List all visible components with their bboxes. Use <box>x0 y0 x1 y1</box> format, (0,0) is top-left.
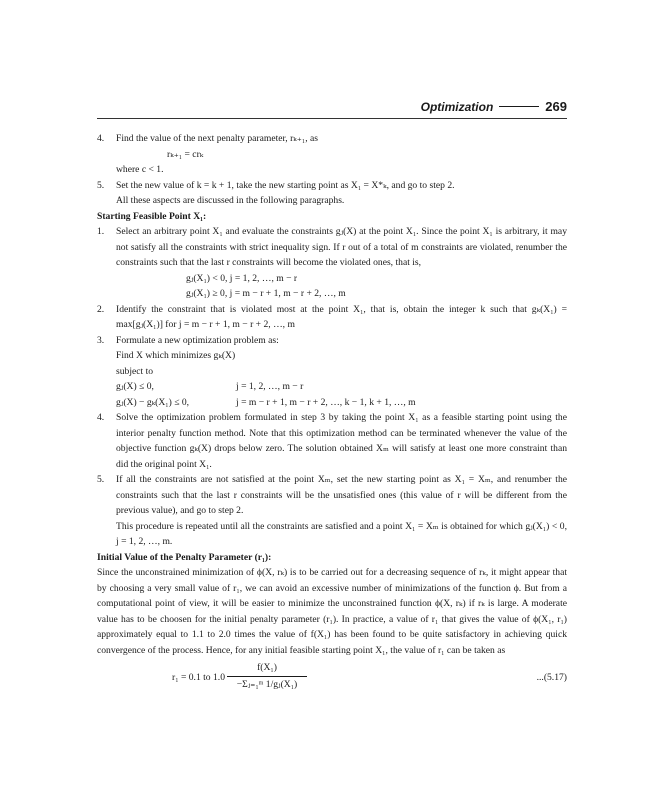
equation-number: ...(5.17) <box>536 672 567 683</box>
equation-5-17 <box>97 660 567 694</box>
item-number: 1. <box>97 226 105 237</box>
step-number: 5. <box>97 179 105 191</box>
item-number: 2. <box>97 303 105 315</box>
list-item <box>97 224 567 302</box>
list-item <box>97 472 567 519</box>
section-heading-starting-point: Starting Feasible Point X₁: <box>97 210 207 222</box>
step-number: 4. <box>97 133 105 144</box>
section-heading-penalty: Initial Value of the Penalty Parameter (r₁): <box>97 551 272 563</box>
penalty-paragraph: Since the unconstrained minimization of ϕ(X, rₖ) is to be carried out for a decreasing sequence of rₖ, it might appear that by choosing a very small value of r₁, we can avoid an excessive number of minimizations of the function ϕ. But from a computational point of view, it will be easier to minimize the unconstrained function ϕ(X, rₖ) if rₖ is large. A moderate value has to be choosen for the initial penalty parameter (r₁). In practice, a value of r₁ that gives the value of ϕ(X₁, r₁) approximately equal to 1.1 to 2.0 times the value of f(X₁) has been found to be quite satisfactory in achieving quick convergence of the process. Hence, for any initial feasible starting point X₁, the value of r₁ can be taken as <box>97 567 567 656</box>
list-item <box>97 302 567 333</box>
item-number: 3. <box>97 334 105 346</box>
constraint-row <box>116 379 567 395</box>
step-4 <box>97 131 567 147</box>
list-item <box>97 410 567 472</box>
step-text: Set the new value of k = k + 1, take the new starting point as X₁ = X*ₖ, and go to step 2. <box>116 179 455 191</box>
formula-r-update: rₖ₊₁ = crₖ <box>167 148 204 160</box>
page-body <box>97 131 567 694</box>
item-text: Formulate a new optimization problem as: <box>116 334 279 346</box>
chapter-title: Optimization <box>420 99 494 114</box>
where-note: where c < 1. <box>116 164 164 175</box>
list-item <box>97 333 567 411</box>
header-rule <box>97 118 567 119</box>
aspects-note: All these aspects are discussed in the following paragraphs. <box>116 195 345 206</box>
item-number: 5. <box>97 474 105 485</box>
constraint-satisfied: gⱼ(X₁) < 0, j = 1, 2, …, m − r <box>186 272 298 284</box>
constraint-violated: gⱼ(X₁) ≥ 0, j = m − r + 1, m − r + 2, …, m <box>186 288 346 299</box>
constraint-row <box>116 395 567 411</box>
constraint-lhs: gⱼ(X) − gₖ(X₁) ≤ 0, <box>116 396 190 408</box>
item-text: If all the constraints are not satisfied at the point Xₘ, set the new starting point as X₁ = Xₘ, and renumber the constraints such that the last r constraints will be the unsatisfied ones (this value of r will be different from the previous value), and go to step 2. <box>116 474 567 516</box>
equation-fraction <box>227 660 307 692</box>
item-number: 4. <box>97 412 105 423</box>
procedure-note: This procedure is repeated until all the constraints are satisfied and a point X₁ = Xₘ is obtained for which gⱼ(X₁) < 0, j = 1, 2, …, m. <box>116 520 567 547</box>
subject-to: subject to <box>116 365 154 377</box>
running-head <box>421 99 567 114</box>
step-5 <box>97 178 567 194</box>
header-dash <box>499 106 539 107</box>
fraction-denominator: −Σⱼ₌₁ᵐ 1/gⱼ(X₁) <box>236 678 298 690</box>
constraint-range: j = m − r + 1, m − r + 2, …, k − 1, k + 1, …, m <box>236 396 416 408</box>
page-number: 269 <box>545 99 567 114</box>
constraint-lhs: gⱼ(X) ≤ 0, <box>116 381 154 392</box>
equation-lhs: r₁ = 0.1 to 1.0 <box>172 672 225 683</box>
fraction-numerator: f(X₁) <box>227 660 307 677</box>
step-text: Find the value of the next penalty parameter, rₖ₊₁, as <box>116 133 318 144</box>
find-statement: Find X which minimizes gₖ(X) <box>116 350 236 361</box>
item-text: Identify the constraint that is violated most at the point X₁, that is, obtain the integer k such that gₖ(X₁) = max[gⱼ(X₁)] for j = m − r + 1, m − r + 2, …, m <box>116 303 567 330</box>
constraint-range: j = 1, 2, …, m − r <box>236 381 304 392</box>
item-text: Select an arbitrary point X₁ and evaluate the constraints gⱼ(X) at the point X₁. Since the point X₁ is arbitrary, it may not satisfy all the constraints with strict inequality sign. If r out of a total of m constraints are violated, renumber the constraints such that the last r constraints will become the violated ones, that is, <box>116 226 567 268</box>
item-text: Solve the optimization problem formulated in step 3 by taking the point X₁ as a feasible starting point using the interior penalty function method. Note that this optimization method can be terminated whenever the value of the objective function gₖ(X) drops below zero. The solution obtained Xₘ will satisfy at least one more constraint than did the original point X₁. <box>116 412 567 470</box>
